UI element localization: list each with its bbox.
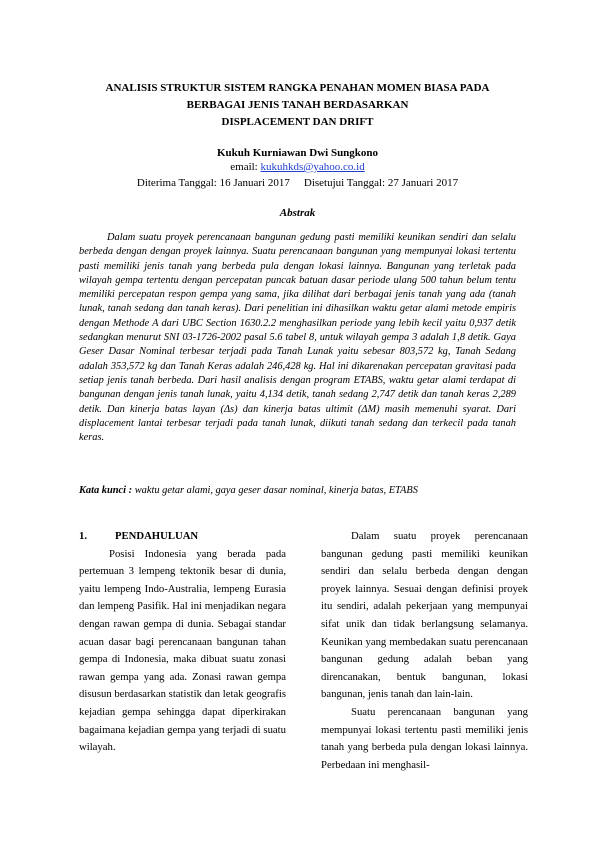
received-date: Diterima Tanggal: 16 Januari 2017 (136, 177, 290, 189)
right-column (321, 528, 528, 774)
paragraph: Dalam suatu proyek perencanaan bangunan gedung pasti memiliki keunikan sendiri dan selalu berbeda dengan dengan proyek lainnya. Sesuai dengan definisi proyek itu sendiri, adalah pekerjaan yang mempunyai sifat unik dan tidak berlangsung selamanya. Keunikan yang membedakan suatu perencanaan bangunan gedung adalah beban yang direncanakan, bentuk bangunan, lokasi bangunan, jenis tanah dan lain-lain. (321, 530, 528, 701)
submission-dates (0, 176, 595, 190)
keywords-text: waktu getar alami, gaya geser dasar nominal, kinerja batas, ETABS (134, 485, 418, 496)
paragraph: Suatu perencanaan bangunan yang mempunyai lokasi tertentu pasti memiliki jenis tanah yang berbeda pula dengan lokasi lainnya. Perbedaan ini menghasil- (321, 705, 528, 771)
left-column (79, 528, 286, 757)
section-heading (79, 528, 286, 546)
email-label: email: (230, 161, 261, 173)
section-title: PENDAHULUAN (115, 530, 199, 542)
title-line: DISPLACEMENT DAN DRIFT (221, 116, 374, 128)
keywords-label: Kata kunci : (79, 485, 135, 496)
author-name: Kukuh Kurniawan Dwi Sungkono (216, 147, 379, 159)
keywords (79, 484, 516, 498)
paper-title (70, 80, 525, 131)
title-line: BERBAGAI JENIS TANAH BERDASARKAN (186, 99, 409, 111)
abstract-text: Dalam suatu proyek perencanaan bangunan gedung pasti memiliki keunikan sendiri dan selalu berbeda dengan dengan proyek lainnya. Suatu perencanaan bangunan yang mempunyai lokasi tertentu pasti memiliki jenis tanah yang berbeda pula dengan lokasi lainnya. Bangunan yang terletak pada wilayah gempa tertentu dengan percepatan puncak batuan dasar periode ulang 500 tahun belum tentu memiliki percepatan respon gempa yang sama, jika dilihat dari berbagai jenis tanah yang ada (tanah lunak, tanah sedang dan tanah keras). Dari penelitian ini dihasilkan waktu getar alami metode empiris dengan Methode A dari UBC Section 1630.2.2 menghasilkan periode yang lebih kecil yaitu 0,937 detik sedangkan menurut SNI 03-1726-2002 pasal 5.6 tabel 8, untuk wilayah gempa 3 adalah 1,8 detik. Gaya Geser Dasar Nominal terbesar terjadi pada Tanah Lunak yaitu sebesar 803,572 kg, Tanah Sedang adalah 353,572 kg dan Tanah Keras adalah 246,428 kg. Hal ini dikarenakan percepatan gravitasi pada setiap jenis tanah berbeda. Dari hasil analisis dengan program ETABS, waktu getar alami terdapat di bangunan dengan jenis tanah lunak, yaitu 4,134 detik, tanah sedang 2,747 detik dan tanah keras 2,289 detik. Dan kinerja batas layan (Δs) dan kinerja batas ultimit (ΔM) masih memenuhi syarat. Dari displacement lantai terbesar terjadi pada tanah lunak, diikuti tanah sedang dan terkecil pada tanah keras. (79, 232, 516, 444)
email-link[interactable]: kukuhkds@yahoo.co.id (260, 161, 365, 173)
abstract-heading: Abstrak (279, 207, 316, 219)
accepted-date: Disetujui Tanggal: 27 Januari 2017 (303, 177, 459, 189)
title-line: ANALISIS STRUKTUR SISTEM RANGKA PENAHAN MOMEN BIASA PADA (105, 82, 490, 94)
section-number: 1. (79, 530, 88, 542)
author-email-line (0, 160, 595, 174)
paragraph: Posisi Indonesia yang berada pada pertemuan 3 lempeng tektonik besar di dunia, yaitu lempeng Indo-Australia, lempeng Eurasia dan lempeng Pasifik. Hal ini menjadikan negara dengan rawan gempa di dunia. Sebagai standar acuan dasar bagi perencanaan bangunan tahan gempa di Indonesia, maka dibuat suatu zonasi rawan gempa yang ada. Zonasi rawan gempa disusun berdasarkan statistik dan letak geografis kejadian gempa sehingga dapat diperkirakan bagaimana kejadian gempa yang terjadi di suatu wilayah. (79, 547, 286, 754)
